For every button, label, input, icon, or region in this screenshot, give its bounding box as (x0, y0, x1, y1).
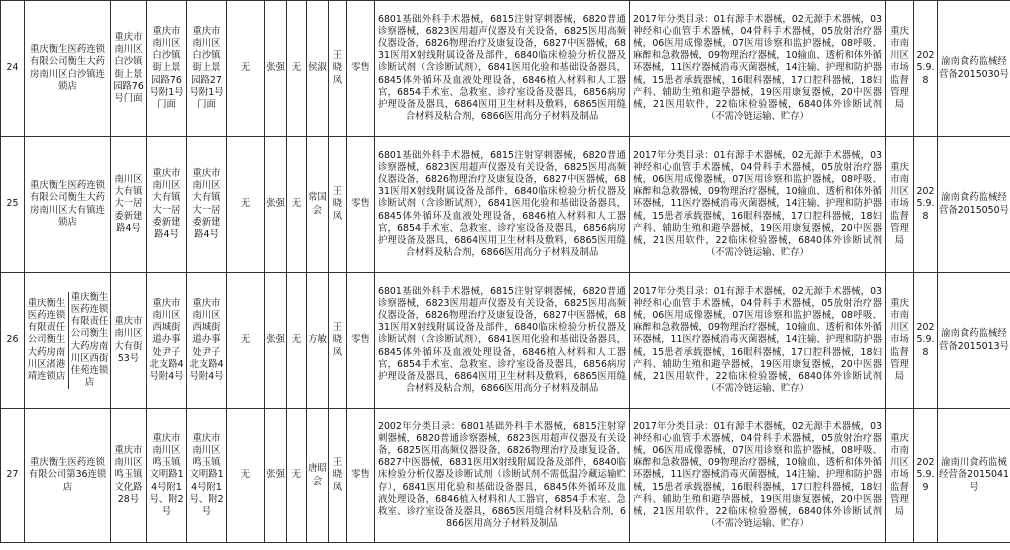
table-row (1, 137, 1010, 273)
class3-scope-text: 2017年分类目录：01有源手术器械，02无源手术器械，03神经和心血管手术器械，04骨科手术器械，05放射治疗器械，06医用成像器械，07医用诊察和监护器械，08呼吸、麻醉和急救器械，09物理治疗器械，10输血、透析和体外循环器械，11医疗器械消毒灭菌器械，14注输、护理和防护器械，15患者承载器械，16眼科器械，17口腔科器械，18妇产科、辅助生殖和避孕器械，19医用康复器械，20中医器械，21医用软件，22临床检验器械，6840体外诊断试剂（不需冷链运输、贮存） (633, 286, 882, 394)
class2-scope-text: 6801基础外科手术器械，6815注射穿刺器械，6820普通诊察器械，6823医用超声仪器及有关设备，6825医用高频仪器设备，6826物理治疗及康复设备，6827中医器械，6831医用X射线附属设备及部件，6840临床检验分析仪器及诊断试剂（含诊断试剂），6841医用化验和基础设备器具，6845体外循环及血液处理设备，6846植入材料和人工器官，6854手术室、急救室、诊疗室设备及器具，6856病房护理设备及器具，6864医用卫生材料及敷料，6865医用缝合材料及粘合剂，6866医用高分子材料及制品 (378, 286, 626, 394)
class2-scope-text: 6801基础外科手术器械，6815注射穿刺器械，6820普通诊察器械，6823医用超声仪器及有关设备，6825医用高频仪器设备，6826物理治疗及康复设备，6827中医器械，6831医用X射线附属设备及部件，6840临床检验分析仪器及诊断试剂（含诊断试剂），6841医用化验和基础设备器具，6845体外循环及血液处理设备，6846植入材料和人工器官，6854手术室、急救室、诊疗室设备及器具，6856病房护理设备及器具，6864医用卫生材料及敷料，6865医用缝合材料及粘合剂，6866医用高分子材料及制品 (378, 150, 626, 258)
warehouse-cell: 无 (227, 409, 265, 543)
class2-scope-text: 6801基础外科手术器械，6815注射穿刺器械，6820普通诊察器械，6823医用超声仪器及有关设备，6825医用高频仪器设备，6826物理治疗及康复设备，6827中医器械，6831医用X射线附属设备及部件，6840临床检验分析仪器及诊断试剂（含诊断试剂），6841医用化验和基础设备器具，6845体外循环及血液处理设备，6846植入材料和人工器官，6854手术室、急救室、诊疗室设备及器具，6856病房护理设备及器具，6864医用卫生材料及敷料，6865医用缝合材料及粘合剂，6866医用高分子材料及制品 (378, 14, 626, 122)
registered-address-cell: 重庆市南川区白沙镇街上景园路76号门面 (111, 1, 147, 137)
scope-type-cell: 无 (287, 409, 307, 543)
issuing-authority-cell: 重庆市南川区市场监督管理局 (886, 409, 914, 543)
issuing-authority-cell: 重庆市南川区市场监督管理局 (886, 137, 914, 273)
scope-type-cell: 无 (287, 137, 307, 273)
quality-manager-cell: 王晓凤 (329, 1, 347, 137)
seq-cell: 25 (1, 137, 25, 273)
class3-scope-text: 2017年分类目录：01有源手术器械，02无源手术器械，03神经和心血管手术器械，04骨科手术器械，05放射治疗器械，06医用成像器械，07医用诊察和监护器械，08呼吸、麻醉和急救器械，09物理治疗器械，10输血、透析和体外循环器械，11医疗器械消毒灭菌器械，14注输、护理和防护器械，15患者承载器械，16眼科器械，17口腔科器械，18妇产科、辅助生殖和避孕器械，19医用康复器械，20中医器械，21医用软件，22临床检验器械，6840体外诊断试剂（不需冷链运输、贮存） (633, 14, 882, 122)
business-mode-cell: 零售 (347, 137, 375, 273)
class2-scope-cell (375, 273, 630, 409)
company-name-old: 重庆衡生医药连锁有限责任公司衡生大药房南川区渚港靖连锁店 (25, 292, 69, 389)
license-no-cell: 渝南食药监械经营备2015050号 (938, 137, 1010, 273)
scope-type-cell: 无 (287, 273, 307, 409)
business-address-cell: 重庆市南川区西城街道办事处尹子北支路4号附4号 (147, 273, 187, 409)
class2-scope-text: 2002年分类目录：6801基础外科手术器械，6815注射穿刺器械，6820普通诊察器械，6823医用超声仪器及有关设备，6825医用高频仪器设备，6826物理治疗及康复设备，6827中医器械，6831医用X射线附属设备及部件，6840临床检验分析仪器及诊断试剂（诊断试剂不需低温冷藏运输贮存），6841医用化验和基础设备器具，6845体外循环及血液处理设备，6846植入材料和人工器官，6854手术室、急救室、诊疗室设备及器具，6865医用缝合材料及粘合剂，6866医用高分子材料及制品 (378, 421, 626, 529)
warehouse-address-cell: 重庆市南川区鸣玉镇文明路14号附1号、附2号 (187, 409, 227, 543)
registered-address-cell: 南川区大有镇大一居委新建路4号 (111, 137, 147, 273)
warehouse-address-cell: 重庆市南川区大有镇大一居委新建路4号 (187, 137, 227, 273)
quality-manager-cell: 王晓凤 (329, 137, 347, 273)
company-name-cell: 重庆衡生医药连锁有限公司衡生大药房南川区白沙镇连锁店 (25, 1, 111, 137)
class3-scope-cell (630, 409, 886, 543)
enterprise-head-cell: 侯淑 (307, 1, 329, 137)
class2-scope-cell (375, 137, 630, 273)
table-row (1, 409, 1010, 543)
scope-type-cell: 无 (287, 1, 307, 137)
company-name-cell: 重庆衡生医药连锁有限公司第36连锁店 (25, 409, 111, 543)
enterprise-head-cell: 唐昭会 (307, 409, 329, 543)
class3-scope-text: 2017年分类目录：01有源手术器械，02无源手术器械，03神经和心血管手术器械，04骨科手术器械，05放射治疗器械，06医用成像器械，07医用诊察和监护器械，08呼吸、麻醉和急救器械，09物理治疗器械，10输血、透析和体外循环器械，11医疗器械消毒灭菌器械，14注输、护理和防护器械，15患者承载器械，16眼科器械，17口腔科器械，18妇产科、辅助生殖和避孕器械，19医用康复器械，20中医器械，21医用软件，22临床检验器械，6840体外诊断试剂（不需冷链运输、贮存） (633, 421, 882, 529)
seq-cell: 24 (1, 1, 25, 137)
issuing-authority-cell: 重庆市南川区市场监督管理局 (886, 1, 914, 137)
registered-address-cell: 重庆市南川区鸣玉镇文化路28号 (111, 409, 147, 543)
warehouse-address-cell: 重庆市南川区白沙镇街上景园路27号附1号门面 (187, 1, 227, 137)
quality-manager-cell: 王晓凤 (329, 409, 347, 543)
issue-date-cell: 2025.9.8 (914, 1, 938, 137)
company-name-new: 重庆衡生医药连锁有限责任公司衡生大药房南川区西街佳苑连锁店 (70, 292, 109, 388)
business-mode-cell: 零售 (347, 273, 375, 409)
table-row (1, 1, 1010, 137)
business-address-cell: 重庆市南川区大有镇大一居委新建路4号 (147, 137, 187, 273)
quality-manager-cell: 王晓凤 (329, 273, 347, 409)
class3-scope-text: 2017年分类目录：01有源手术器械，02无源手术器械，03神经和心血管手术器械，04骨科手术器械，05放射治疗器械，06医用成像器械，07医用诊察和监护器械，08呼吸、麻醉和急救器械，09物理治疗器械，10输血、透析和体外循环器械，11医疗器械消毒灭菌器械，14注输、护理和防护器械，15患者承载器械，16眼科器械，17口腔科器械，18妇产科、辅助生殖和避孕器械，19医用康复器械，20中医器械，21医用软件，22临床检验器械，6840体外诊断试剂（不需冷链运输、贮存） (633, 150, 882, 258)
legal-rep-cell: 张强 (265, 273, 287, 409)
enterprise-head-cell: 方敏 (307, 273, 329, 409)
registered-address-cell: 重庆市南川区大有街53号 (111, 273, 147, 409)
license-no-cell: 渝南川食药监械经营备2015041号 (938, 409, 1010, 543)
warehouse-address-cell: 重庆市南川区西城街道办事处尹子北支路4号附4号 (187, 273, 227, 409)
issue-date-cell: 2025.9.8 (914, 273, 938, 409)
business-mode-cell: 零售 (347, 409, 375, 543)
business-address-cell: 重庆市南川区鸣玉镇文明路14号附1号、附2号 (147, 409, 187, 543)
legal-rep-cell: 张强 (265, 409, 287, 543)
issuing-authority-cell: 重庆市南川区市场监督管理局 (886, 273, 914, 409)
business-mode-cell: 零售 (347, 1, 375, 137)
company-name-cell (25, 273, 111, 409)
issue-date-cell: 2025.9.9 (914, 409, 938, 543)
warehouse-cell: 无 (227, 273, 265, 409)
issue-date-cell: 2025.9.8 (914, 137, 938, 273)
license-no-cell: 渝南食药监械经营备2015013号 (938, 273, 1010, 409)
enterprise-head-cell: 常国会 (307, 137, 329, 273)
seq-cell: 27 (1, 409, 25, 543)
business-address-cell: 重庆市南川区白沙镇街上景园路76号附1号门面 (147, 1, 187, 137)
class2-scope-cell (375, 409, 630, 543)
legal-rep-cell: 张强 (265, 137, 287, 273)
warehouse-cell: 无 (227, 1, 265, 137)
class3-scope-cell (630, 273, 886, 409)
legal-rep-cell: 张强 (265, 1, 287, 137)
class2-scope-cell (375, 1, 630, 137)
seq-cell: 26 (1, 273, 25, 409)
company-name-cell: 重庆衡生医药连锁有限公司衡生大药房南川区大有镇连锁店 (25, 137, 111, 273)
license-no-cell: 渝南食药监械经营备2015030号 (938, 1, 1010, 137)
warehouse-cell: 无 (227, 137, 265, 273)
table-row (1, 273, 1010, 409)
class3-scope-cell (630, 1, 886, 137)
class3-scope-cell (630, 137, 886, 273)
